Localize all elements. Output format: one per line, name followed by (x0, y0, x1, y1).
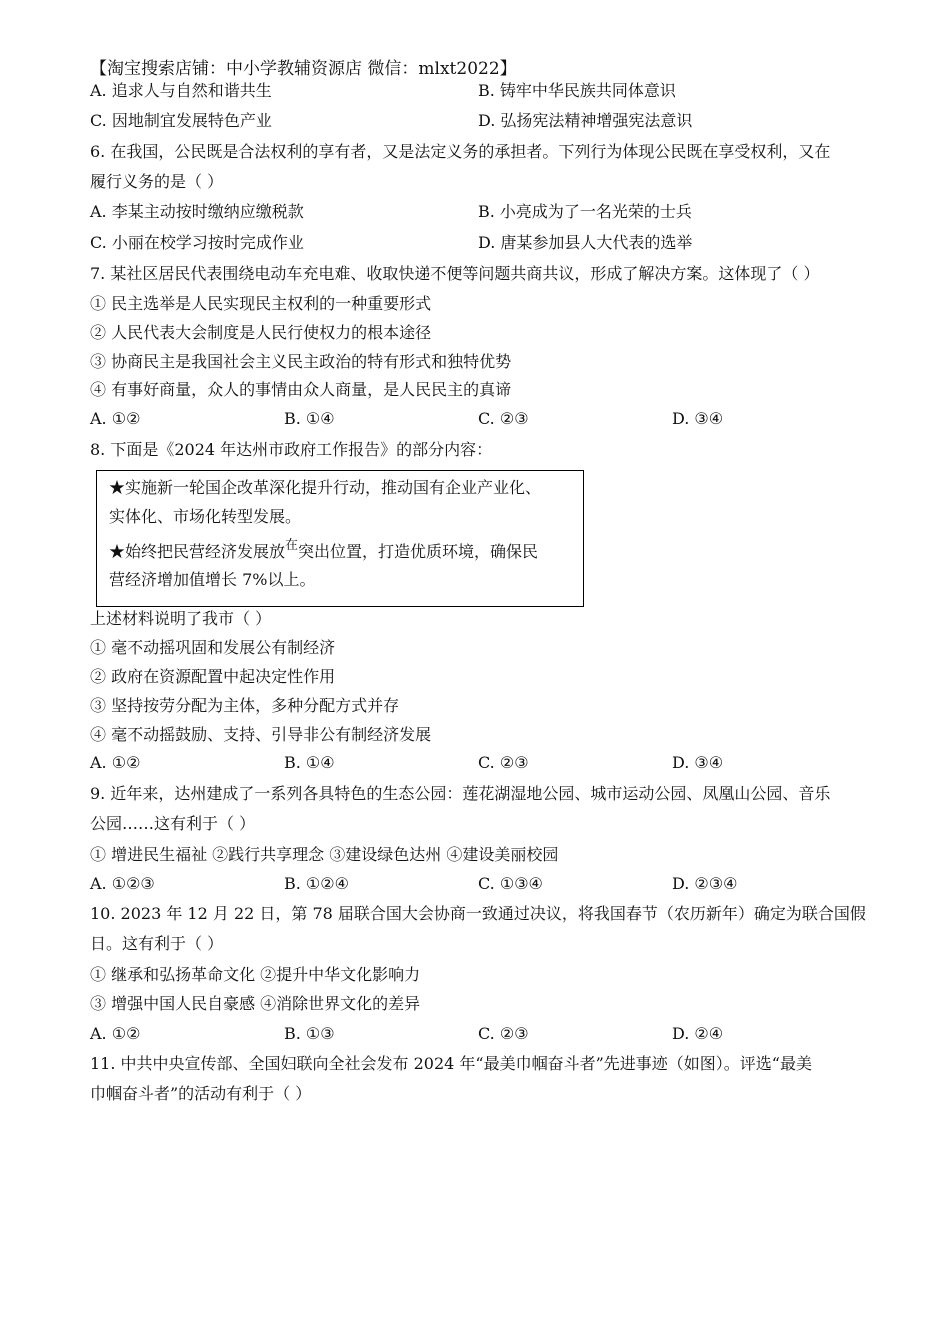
q9-stem-line1: 9. 近年来，达州建成了一系列各具特色的生态公园：莲花湖湿地公园、城市运动公园、凤凰山公园、音乐 (90, 784, 831, 803)
q10-statements-2: ③ 增强中国人民自豪感 ④消除世界文化的差异 (90, 994, 421, 1013)
q9-statements: ① 增进民生福祉 ②践行共享理念 ③建设绿色达州 ④建设美丽校园 (90, 845, 559, 864)
q8-ask: 上述材料说明了我市（ ） (90, 609, 272, 628)
q7-statement-2: ② 人民代表大会制度是人民行使权力的根本途径 (90, 323, 432, 342)
q9-option-c: C. ①③④ (478, 874, 543, 893)
q9-option-b: B. ①②④ (284, 874, 349, 893)
q7-option-d: D. ③④ (672, 409, 724, 428)
q6-option-b: B. 小亮成为了一名光荣的士兵 (478, 202, 692, 221)
q5-option-b: B. 铸牢中华民族共同体意识 (478, 81, 676, 100)
q6-option-a: A. 李某主动按时缴纳应缴税款 (90, 202, 304, 221)
q8-material-line1: ★实施新一轮国企改革深化提升行动，推动国有企业产业化、 (109, 478, 542, 497)
q10-option-b: B. ①③ (284, 1024, 335, 1043)
q9-option-d: D. ②③④ (672, 874, 738, 893)
q8-material-line3 (109, 538, 539, 565)
q8-material-line2: 实体化、市场化转型发展。 (109, 507, 302, 526)
q11-stem-line1: 11. 中共中央宣传部、全国妇联向全社会发布 2024 年“最美巾帼奋斗者”先进事迹（如图）。评选“最美 (90, 1054, 812, 1073)
q8-option-a: A. ①② (90, 753, 141, 772)
q10-statements-1: ① 继承和弘扬革命文化 ②提升中华文化影响力 (90, 965, 421, 984)
q8-statement-3: ③ 坚持按劳分配为主体，多种分配方式并存 (90, 696, 400, 715)
q8-statement-4: ④ 毫不动摇鼓励、支持、引导非公有制经济发展 (90, 725, 432, 744)
q6-stem-line2: 履行义务的是（ ） (90, 172, 224, 191)
q8-material-line3-pre: ★始终把民营经济发展放 (109, 542, 286, 561)
q8-material-line4: 营经济增加值增长 7%以上。 (109, 570, 316, 589)
q8-option-b: B. ①④ (284, 753, 335, 772)
q7-statement-1: ① 民主选举是人民实现民主权利的一种重要形式 (90, 294, 432, 313)
q11-stem-line2: 巾帼奋斗者”的活动有利于（ ） (90, 1084, 312, 1103)
q8-statement-2: ② 政府在资源配置中起决定性作用 (90, 667, 336, 686)
q5-option-d: D. 弘扬宪法精神增强宪法意识 (478, 111, 693, 130)
q6-stem-line1: 6. 在我国，公民既是合法权利的享有者，又是法定义务的承担者。下列行为体现公民既在享受权利，又在 (90, 142, 831, 161)
q8-material-line3-sup: 在 (285, 538, 299, 553)
q9-stem-line2: 公园……这有利于（ ） (90, 814, 256, 833)
q8-material-box (96, 470, 584, 607)
q10-option-c: C. ②③ (478, 1024, 529, 1043)
q8-statement-1: ① 毫不动摇巩固和发展公有制经济 (90, 638, 336, 657)
q8-stem: 8. 下面是《2024 年达州市政府工作报告》的部分内容： (90, 440, 493, 459)
q10-option-a: A. ①② (90, 1024, 141, 1043)
q7-statement-3: ③ 协商民主是我国社会主义民主政治的特有形式和独特优势 (90, 352, 512, 371)
q10-stem-line2: 日。这有利于（ ） (90, 934, 224, 953)
q7-statement-4: ④ 有事好商量，众人的事情由众人商量，是人民民主的真谛 (90, 380, 512, 399)
q10-option-d: D. ②④ (672, 1024, 724, 1043)
q8-material-line3-post: 突出位置，打造优质环境，确保民 (298, 542, 539, 561)
q5-option-a: A. 追求人与自然和谐共生 (90, 81, 272, 100)
q7-option-c: C. ②③ (478, 409, 529, 428)
q8-option-d: D. ③④ (672, 753, 724, 772)
q5-option-c: C. 因地制宜发展特色产业 (90, 111, 272, 130)
q7-stem: 7. 某社区居民代表围绕电动车充电难、收取快递不便等问题共商共议，形成了解决方案。这体现了（ ） (90, 264, 820, 283)
q8-option-c: C. ②③ (478, 753, 529, 772)
q6-option-d: D. 唐某参加县人大代表的选举 (478, 233, 693, 252)
q6-option-c: C. 小丽在校学习按时完成作业 (90, 233, 304, 252)
q7-option-a: A. ①② (90, 409, 141, 428)
q7-option-b: B. ①④ (284, 409, 335, 428)
q9-option-a: A. ①②③ (90, 874, 155, 893)
q10-stem-line1: 10. 2023 年 12 月 22 日，第 78 届联合国大会协商一致通过决议，将我国春节（农历新年）确定为联合国假 (90, 904, 866, 923)
shop-header: 【淘宝搜索店铺：中小学教辅资源店 微信：mlxt2022】 (90, 59, 517, 79)
